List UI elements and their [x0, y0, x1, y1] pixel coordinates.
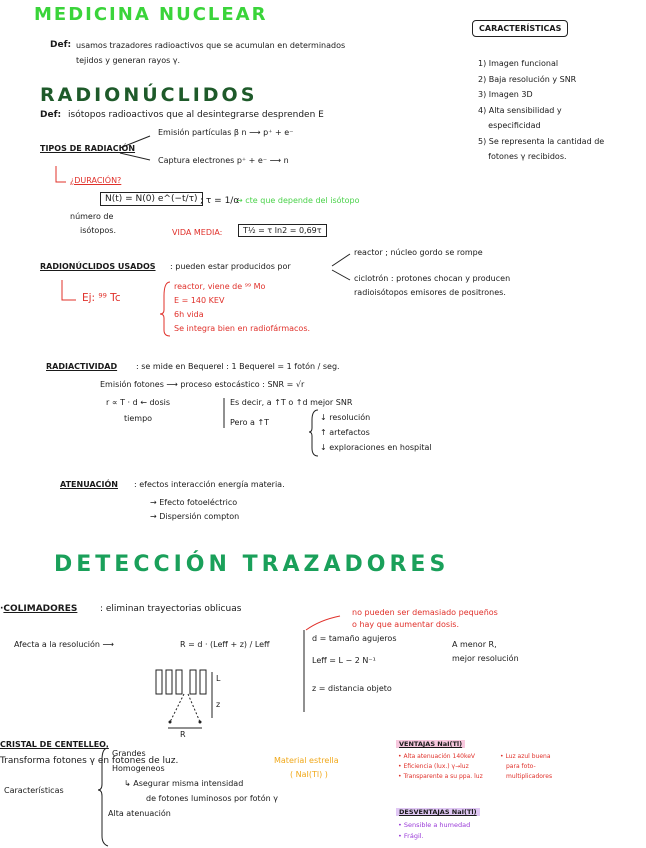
- menor-r-1: A menor R,: [452, 640, 497, 649]
- radionuclidos-def-label: Def:: [40, 110, 62, 120]
- ventajas-extra: [500, 752, 552, 782]
- ventaja-extra-item: multiplicadores: [506, 773, 553, 780]
- vida-media-formula: T½ = τ ln2 = 0,69τ: [238, 224, 327, 237]
- def-label: Def:: [50, 40, 72, 50]
- caracteristicas-item: 2) Baja resolución y SNR: [478, 74, 577, 84]
- ventajas-title-text: VENTAJAS NaI(Tl): [396, 740, 465, 748]
- usados-text: : pueden estar producidos por: [170, 262, 291, 271]
- ejemplo-item: Se integra bien en radiofármacos.: [174, 324, 311, 333]
- radionuclidos-def-text: isótopos radioactivos que al desintegrarse desprenden E: [68, 110, 324, 120]
- caracteristicas-title: CARACTERÍSTICAS: [472, 20, 568, 37]
- desventajas-title: [396, 808, 480, 816]
- ventaja-extra-item: para foto-: [506, 763, 536, 770]
- caracteristicas-cristal-label: Características: [4, 786, 64, 795]
- consecuencia-item: ↑ artefactos: [320, 428, 370, 437]
- caracteristicas-list: [478, 56, 604, 165]
- material-nai: ( NaI(Tl) ): [290, 770, 328, 779]
- deteccion-title: DETECCIÓN TRAZADORES: [54, 552, 450, 577]
- afecta-resolucion: Afecta a la resolución ⟶: [14, 640, 115, 649]
- material-estrella: Material estrella: [274, 756, 339, 765]
- tiempo-label: tiempo: [124, 414, 153, 423]
- ventajas-list: [398, 752, 483, 782]
- decay-formula: N(t) = N(0) e^(−t/τ): [100, 192, 203, 206]
- resolution-formula: R = d · (Leff + z) / Leff: [180, 640, 270, 649]
- ventaja-item: • Alta atenuación 140keV: [398, 753, 476, 760]
- ejemplo-item: 6h vida: [174, 310, 204, 319]
- tipos-radiacion-label: TIPOS DE RADIACIÓN: [40, 144, 136, 153]
- ejemplo-list: [174, 280, 310, 336]
- caracteristicas-item: 1) Imagen funcional: [478, 59, 559, 68]
- ciclotron-line-1: ciclotrón : protones chocan y producen: [354, 274, 511, 283]
- consecuencia-item: ↓ resolución: [320, 413, 371, 422]
- emision-particulas: Emisión partículas β n ⟶ p⁺ + e⁻: [158, 128, 294, 137]
- caracteristicas-item: 5) Se representa la cantidad de: [478, 136, 605, 146]
- caracteristicas-item: 4) Alta sensibilidad y: [478, 105, 562, 115]
- radiactividad-label: RADIACTIVIDAD: [46, 362, 118, 371]
- numero-label: número de: [70, 212, 114, 221]
- ejemplo-tc: Ej: ⁹⁹ Tc: [82, 292, 121, 304]
- page-title: MEDICINA NUCLEAR: [34, 4, 268, 25]
- desventajas-list: [398, 820, 470, 842]
- caracteristicas-item: fotones γ recibidos.: [478, 152, 567, 161]
- caracteristicas-item: especificidad: [478, 121, 541, 130]
- ventaja-item: • Eficiencia (lux.) γ→luz: [398, 763, 469, 770]
- ventaja-item: • Transparente a su ppa. luz: [398, 773, 483, 780]
- cristal-label: CRISTAL DE CENTELLEO.: [0, 740, 109, 749]
- def-line-1: usamos trazadores radioactivos que se acumulan en determinados: [76, 41, 346, 50]
- duracion-label: ¿DURACIÓN?: [70, 176, 122, 185]
- atenuacion-text: : efectos interacción energía materia.: [134, 480, 285, 489]
- ejemplo-item: E = 140 KEV: [174, 296, 225, 305]
- es-decir: Es decir, a ↑T o ↑d mejor SNR: [230, 398, 353, 407]
- usados-label: RADIONÚCLIDOS USADOS: [40, 262, 156, 271]
- ventaja-extra-item: • Luz azul buena: [500, 753, 551, 760]
- d-definition: d = tamaño agujeros: [312, 634, 397, 643]
- consecuencias-list: [320, 410, 432, 455]
- cristal-caract-item: Homogeneos: [112, 764, 165, 773]
- radionuclidos-title: RADIONÚCLIDOS: [40, 84, 258, 106]
- atenuacion-list: [150, 496, 239, 524]
- colimadores-label-text: COLIMADORES: [3, 604, 78, 614]
- desventajas-title-text: DESVENTAJAS NaI(Tl): [396, 808, 480, 816]
- cristal-caract-item: Alta atenuación: [108, 809, 171, 818]
- radiactividad-text: : se mide en Bequerel : 1 Bequerel = 1 fotón / seg.: [136, 362, 340, 371]
- def-line-2: tejidos y generan rayos γ.: [76, 56, 181, 65]
- cristal-caract-list: [108, 746, 278, 821]
- desventaja-item: • Frágil.: [398, 832, 424, 840]
- colimadores-text: : eliminan trayectorias oblicuas: [100, 604, 242, 614]
- ciclotron-line-2: radioisótopos emisores de positrones.: [354, 288, 506, 297]
- cristal-caract-item: ↳ Asegurar misma intensidad: [124, 779, 244, 788]
- red-note-1: no pueden ser demasiado pequeños: [352, 608, 498, 617]
- ejemplo-item: reactor, viene de ⁹⁹ Mo: [174, 282, 266, 291]
- diagram-z-label: z: [216, 700, 221, 709]
- isotopos-label: isótopos.: [80, 226, 116, 235]
- emision-fotones: Emisión fotones ⟶ proceso estocástico : SNR = √r: [100, 380, 305, 389]
- red-note-2: o hay que aumentar dosis.: [352, 620, 460, 629]
- tau-definition: ; τ = 1/α: [200, 196, 240, 206]
- desventaja-item: • Sensible a humedad: [398, 821, 471, 829]
- tau-note: → cte que depende del isótopo: [236, 196, 360, 205]
- atenuacion-item: → Dispersión compton: [150, 512, 240, 521]
- z-definition: z = distancia objeto: [312, 684, 392, 693]
- consecuencia-item: ↓ exploraciones en hospital: [320, 443, 432, 452]
- cristal-text: Transforma fotones γ en fotones de luz.: [0, 756, 179, 766]
- reactor-text: reactor ; núcleo gordo se rompe: [354, 248, 483, 257]
- leff-definition: Leff = L − 2 N⁻¹: [312, 656, 376, 665]
- cristal-caract-item: Grandes: [112, 749, 146, 758]
- captura-electrones: Captura electrones p⁺ + e⁻ ⟶ n: [158, 156, 289, 165]
- atenuacion-label: ATENUACIÓN: [60, 480, 118, 489]
- ventajas-title: [396, 740, 465, 748]
- vida-media-label: VIDA MEDIA:: [172, 228, 223, 237]
- diagram-l-label: L: [216, 674, 221, 683]
- atenuacion-item: → Efecto fotoeléctrico: [150, 498, 238, 507]
- diagram-r-label: R: [180, 730, 186, 739]
- cristal-caract-item: de fotones luminosos por fotón γ: [146, 794, 278, 803]
- r-proporcional: r ∝ T · d ← dosis: [106, 398, 171, 407]
- menor-r-2: mejor resolución: [452, 654, 519, 663]
- caracteristicas-item: 3) Imagen 3D: [478, 90, 533, 99]
- colimadores-label: ·COLIMADORES: [0, 604, 78, 614]
- pero-label: Pero a ↑T: [230, 418, 270, 427]
